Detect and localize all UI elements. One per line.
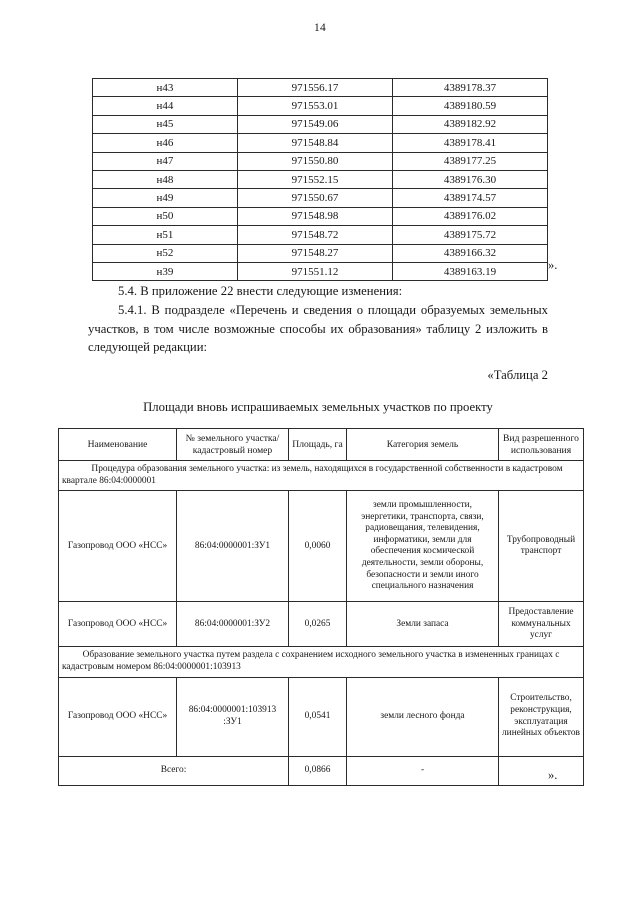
row-category: земли промышленности, энергетики, транспорта, связи, радиовещания, телевидения, информатики, земли для обеспечения космической деятельности, земли обороны, безопасности и земли иного специального назначения xyxy=(347,491,499,602)
header-number: № земельного участка/ кадастровый номер xyxy=(177,429,289,461)
coord-point: н50 xyxy=(93,207,238,225)
coord-x: 971548.98 xyxy=(238,207,393,225)
table-row xyxy=(93,189,548,207)
coord-point: н44 xyxy=(93,97,238,115)
coord-x: 971552.15 xyxy=(238,170,393,188)
land-plots-table-head xyxy=(59,429,584,461)
section-2-note: Образование земельного участка путем раздела с сохранением исходного земельного участка в измененных границах с кадастровым номером 86:04:0000001:103913 xyxy=(59,647,584,677)
row-number: 86:04:0000001:ЗУ2 xyxy=(177,602,289,647)
coord-y: 4389176.30 xyxy=(393,170,548,188)
table-row xyxy=(59,677,584,756)
coord-x: 971551.12 xyxy=(238,262,393,280)
header-name: Наименование xyxy=(59,429,177,461)
coord-x: 971556.17 xyxy=(238,79,393,97)
row-area: 0,0265 xyxy=(289,602,347,647)
coord-x: 971548.72 xyxy=(238,226,393,244)
coord-point: н52 xyxy=(93,244,238,262)
coord-y: 4389174.57 xyxy=(393,189,548,207)
row-category: Земли запаса xyxy=(347,602,499,647)
table-row xyxy=(93,226,548,244)
table-row xyxy=(93,97,548,115)
row-category: земли лесного фонда xyxy=(347,677,499,756)
coord-x: 971549.06 xyxy=(238,115,393,133)
table-row xyxy=(93,134,548,152)
table-row xyxy=(59,491,584,602)
row-use: Трубопроводный транспорт xyxy=(499,491,584,602)
row-area: 0,0060 xyxy=(289,491,347,602)
paragraph-5-4: 5.4. В приложение 22 внести следующие изменения: xyxy=(118,284,403,298)
land-plots-table-body xyxy=(59,461,584,785)
table-row xyxy=(59,602,584,647)
total-area: 0,0866 xyxy=(289,756,347,785)
coordinates-table-body xyxy=(93,79,548,281)
table-title: Площади вновь испрашиваемых земельных участков по проекту xyxy=(143,400,493,414)
row-name: Газопровод ООО «НСС» xyxy=(59,677,177,756)
coord-y: 4389163.19 xyxy=(393,262,548,280)
page-number: 14 xyxy=(313,22,327,34)
coord-y: 4389166.32 xyxy=(393,244,548,262)
header-area: Площадь, га xyxy=(289,429,347,461)
table-row xyxy=(93,207,548,225)
coord-x: 971548.27 xyxy=(238,244,393,262)
coord-point: н43 xyxy=(93,79,238,97)
row-number: 86:04:0000001:ЗУ1 xyxy=(177,491,289,602)
section-note-row xyxy=(59,461,584,491)
total-category: - xyxy=(347,756,499,785)
table-header-row xyxy=(59,429,584,461)
coordinates-table xyxy=(92,78,548,281)
coord-point: н45 xyxy=(93,115,238,133)
coord-y: 4389175.72 xyxy=(393,226,548,244)
land-plots-table xyxy=(58,428,584,786)
table-row xyxy=(93,170,548,188)
coord-y: 4389176.02 xyxy=(393,207,548,225)
coord-x: 971550.67 xyxy=(238,189,393,207)
table-row xyxy=(93,244,548,262)
header-category: Категория земель xyxy=(347,429,499,461)
coord-point: н47 xyxy=(93,152,238,170)
row-number: 86:04:0000001:103913 :ЗУ1 xyxy=(177,677,289,756)
table-row xyxy=(93,79,548,97)
coord-x: 971548.84 xyxy=(238,134,393,152)
coord-point: н49 xyxy=(93,189,238,207)
coord-y: 4389177.25 xyxy=(393,152,548,170)
row-use: Предоставление коммунальных услуг xyxy=(499,602,584,647)
table-label: «Таблица 2 xyxy=(487,368,548,382)
section-1-note: Процедура образования земельного участка: из земель, находящихся в государственной собственности в кадастровом квартале 86:04:0000001 xyxy=(59,461,584,491)
total-label: Всего: xyxy=(59,756,289,785)
coord-x: 971550.80 xyxy=(238,152,393,170)
header-use: Вид разрешенного использования xyxy=(499,429,584,461)
closing-quote-top: ». xyxy=(548,258,558,272)
section-note-row xyxy=(59,647,584,677)
coord-y: 4389178.37 xyxy=(393,79,548,97)
row-name: Газопровод ООО «НСС» xyxy=(59,491,177,602)
coord-x: 971553.01 xyxy=(238,97,393,115)
closing-quote-bottom: ». xyxy=(548,768,558,782)
total-use xyxy=(499,756,584,785)
coord-point: н39 xyxy=(93,262,238,280)
row-area: 0,0541 xyxy=(289,677,347,756)
coord-y: 4389180.59 xyxy=(393,97,548,115)
paragraph-5-4-1: 5.4.1. В подразделе «Перечень и сведения о площади образуемых земельных участков, в том числе возможные способы их образования» таблицу 2 изложить в следующей редакции: xyxy=(88,303,548,355)
table-total-row xyxy=(59,756,584,785)
coord-point: н46 xyxy=(93,134,238,152)
coord-point: н48 xyxy=(93,170,238,188)
coord-y: 4389178.41 xyxy=(393,134,548,152)
table-row xyxy=(93,115,548,133)
table-row xyxy=(93,262,548,280)
row-name: Газопровод ООО «НСС» xyxy=(59,602,177,647)
coord-point: н51 xyxy=(93,226,238,244)
row-use: Строительство, реконструкция, эксплуатация линейных объектов xyxy=(499,677,584,756)
coord-y: 4389182.92 xyxy=(393,115,548,133)
table-row xyxy=(93,152,548,170)
